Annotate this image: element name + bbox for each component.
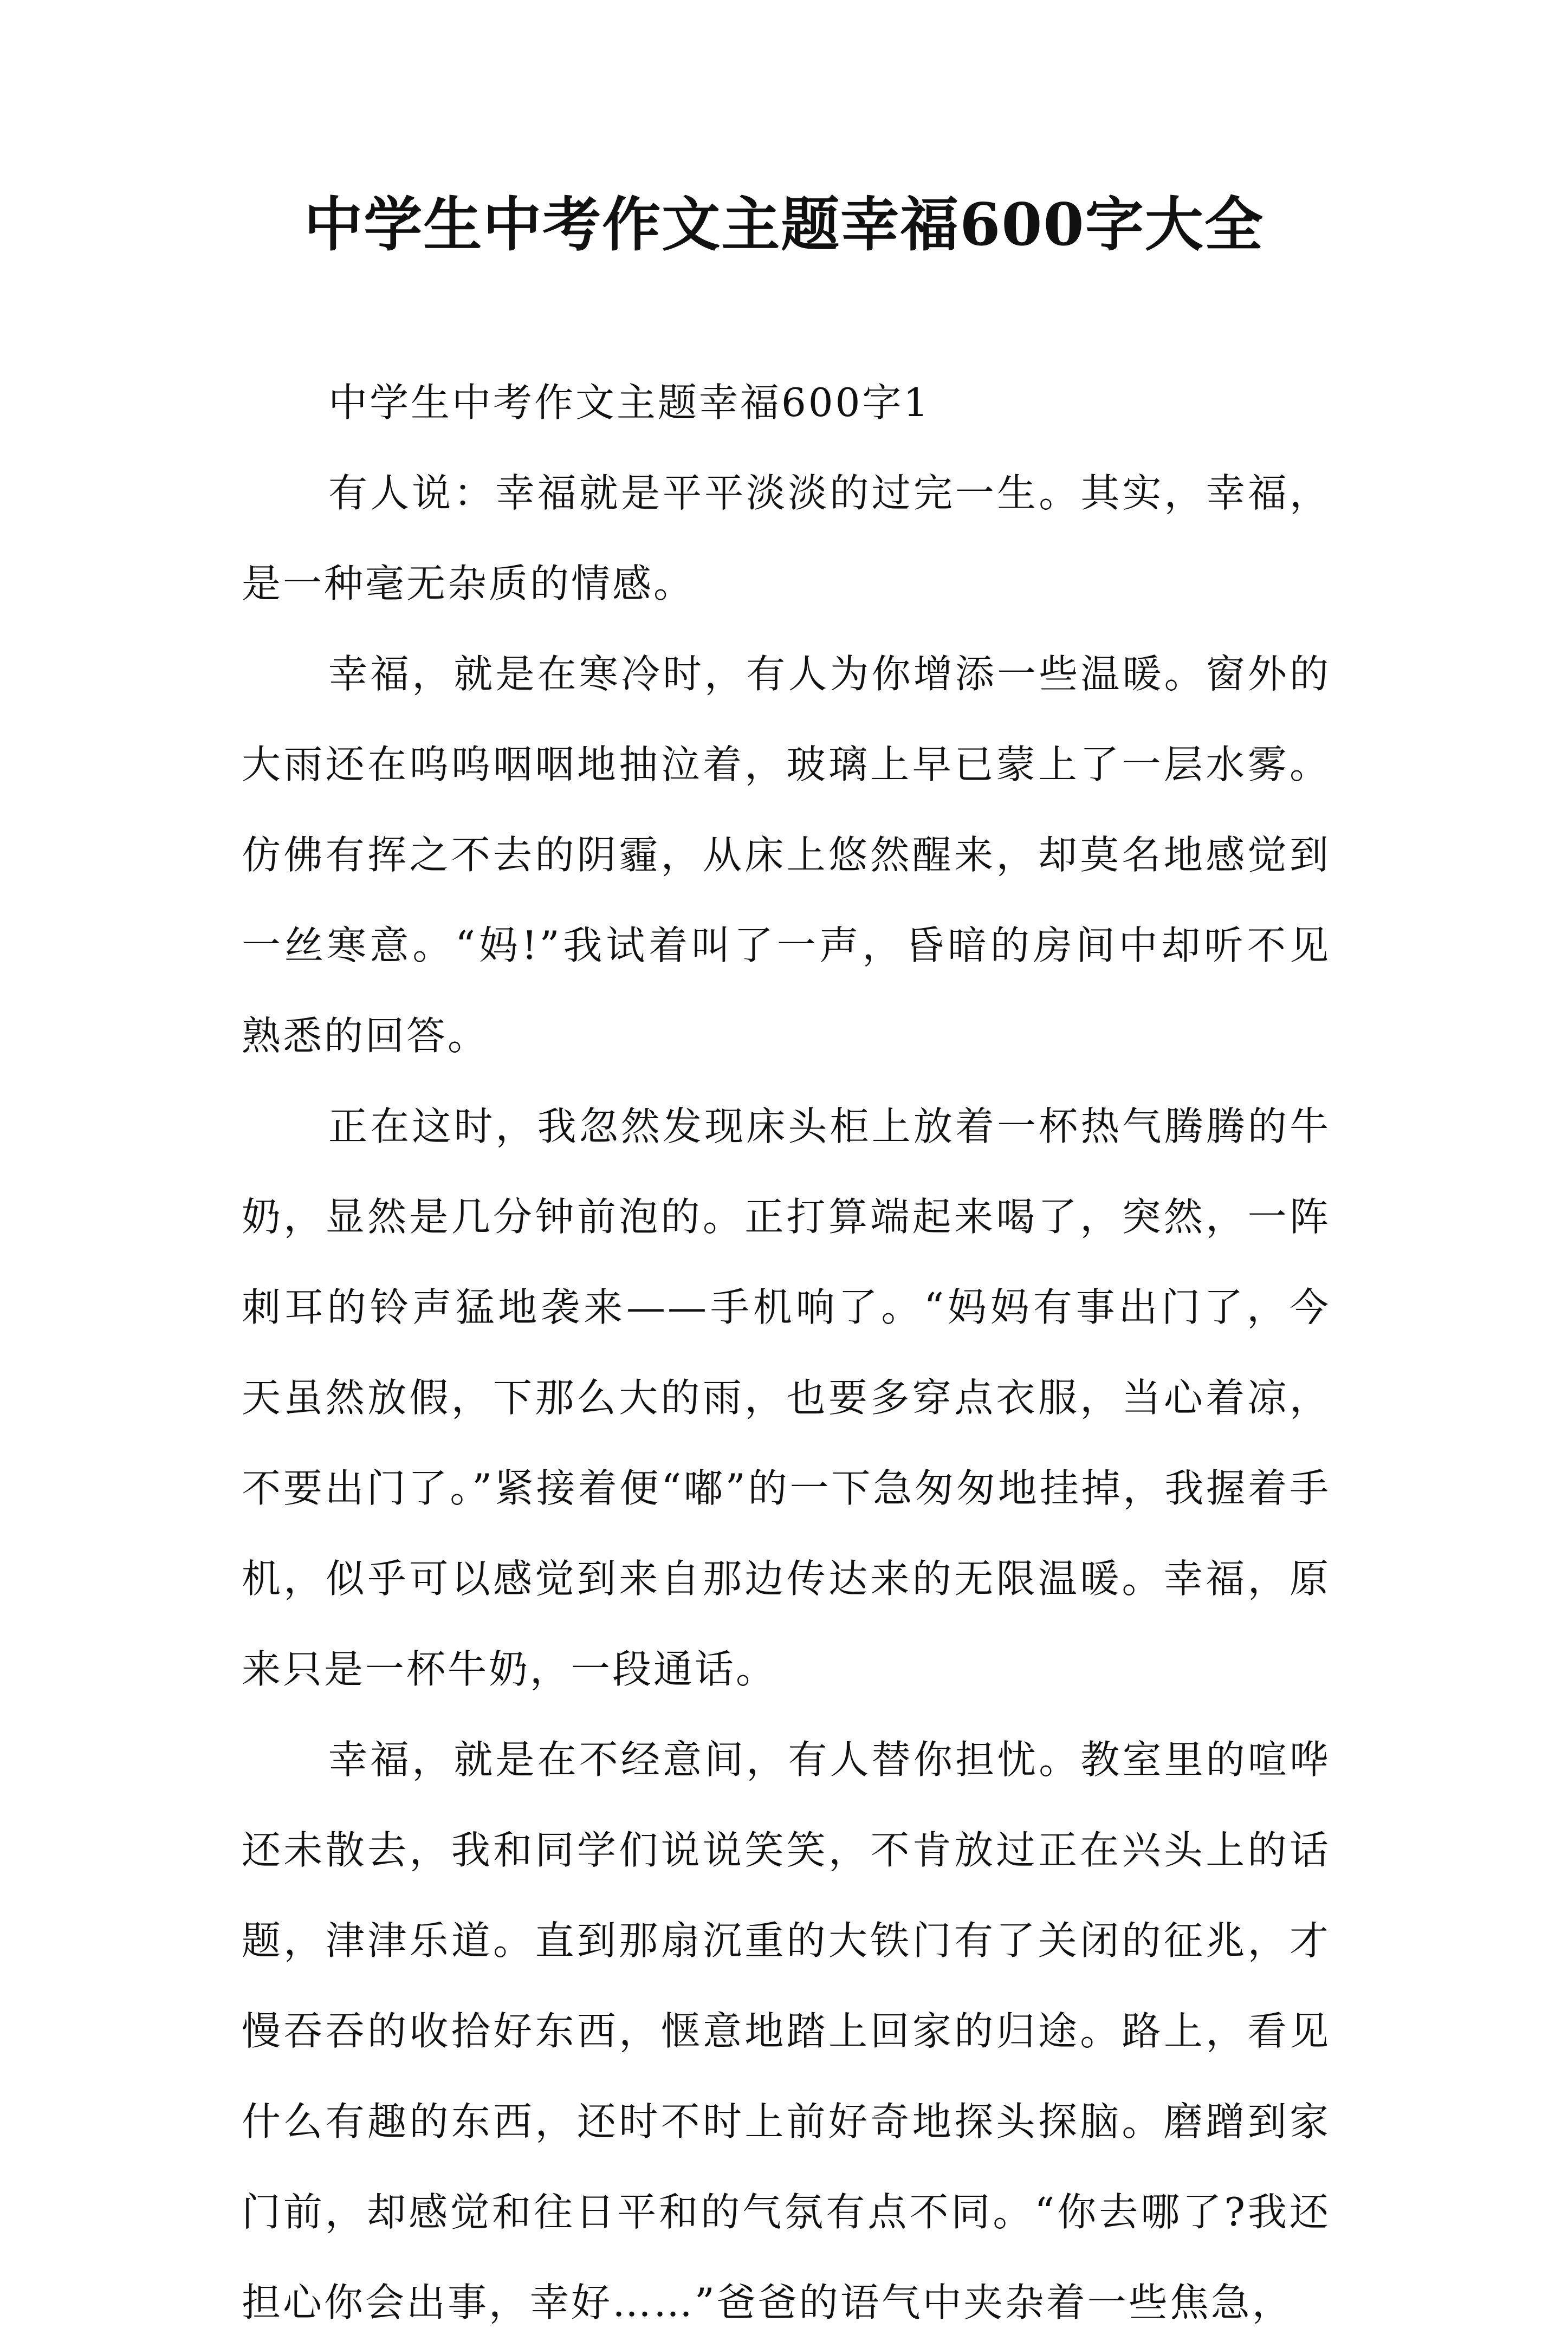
paragraph: 幸福，就是在不经意间，有人替你担忧。教室里的喧哗还未散去，我和同学们说说笑笑，不肯放过正在兴头上的话题，津津乐道。直到那扇沉重的大铁门有了关闭的征兆，才慢吞吞的收拾好东西，惬意地踏上回家的归途。路上，看见什么有趣的东西，还时不时上前好奇地探头探脑。磨蹭到家门前，却感觉和往日平和的气氛有点不同。“你去哪了?我还担心你会出事，幸好……”爸爸的语气中夹杂着一些焦急， [242, 1737, 1331, 2325]
document-body [242, 358, 1331, 2348]
paragraph: 正在这时，我忽然发现床头柜上放着一杯热气腾腾的牛奶，显然是几分钟前泡的。正打算端起来喝了，突然，一阵刺耳的铃声猛地袭来——手机响了。“妈妈有事出门了，今天虽然放假，下那么大的雨，也要多穿点衣服，当心着凉，不要出门了。”紧接着便“嘟”的一下急匆匆地挂掉，我握着手机，似乎可以感觉到来自那边传达来的无限温暖。幸福，原来只是一杯牛奶，一段通话。 [242, 1104, 1331, 1692]
section-heading: 中学生中考作文主题幸福600字1 [328, 380, 931, 425]
document-title: 中学生中考作文主题幸福600字大全 [304, 191, 1264, 259]
paragraph: 有人说：幸福就是平平淡淡的过完一生。其实，幸福，是一种毫无杂质的情感。 [242, 470, 1331, 606]
paragraph: 幸福，就是在寒冷时，有人为你增添一些温暖。窗外的大雨还在呜呜咽咽地抽泣着，玻璃上早已蒙上了一层水雾。仿佛有挥之不去的阴霾，从床上悠然醒来，却莫名地感觉到一丝寒意。“妈!”我试着叫了一声，昏暗的房间中却听不见熟悉的回答。 [242, 651, 1331, 1059]
